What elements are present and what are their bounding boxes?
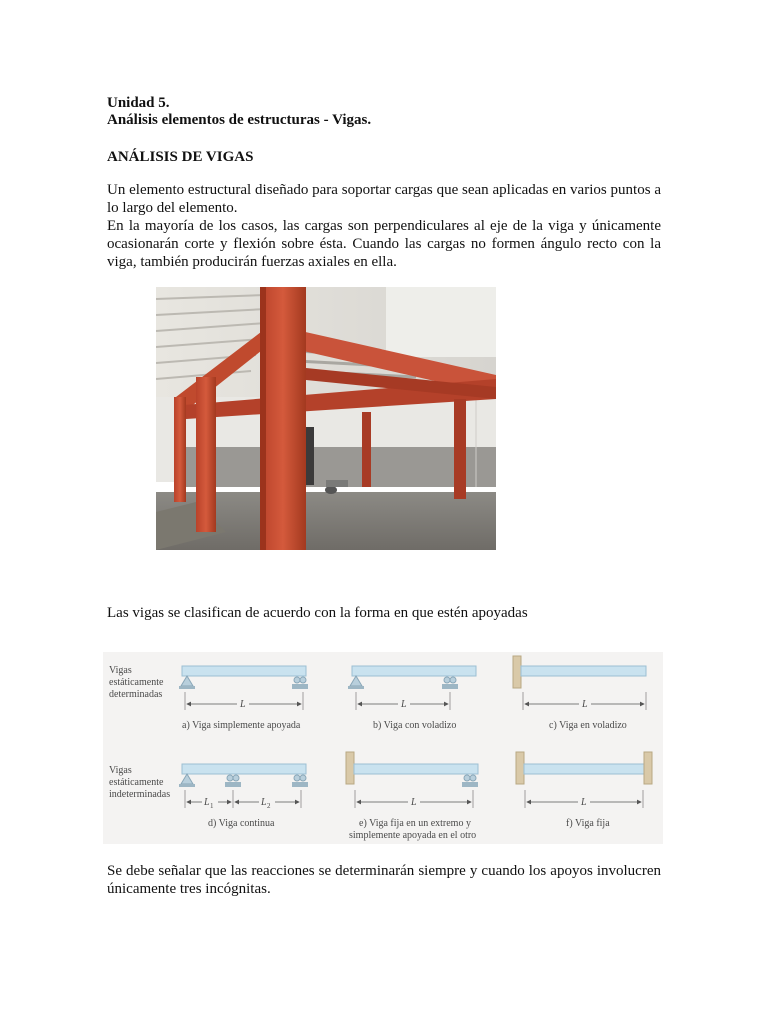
group-label-determinate-1: Vigas (109, 665, 132, 676)
caption-a: a) Viga simplemente apoyada (182, 720, 301, 731)
beam-types-diagram (103, 652, 663, 844)
paragraph-loads: En la mayoría de los casos, las cargas son perpendiculares al eje de la viga y únicamente ocasionarán corte y flexión sobre ésta. Cuando las cargas no formen ángulo recto con la viga, también producirán fuerzas axiales en ella. (107, 218, 661, 270)
group-label-determinate-3: determinadas (109, 689, 163, 700)
span-label-l2-sub: 2 (267, 802, 271, 810)
caption-b: b) Viga con voladizo (373, 720, 457, 731)
span-label-l1: L (204, 797, 210, 808)
caption-e-line1: e) Viga fija en un extremo y (359, 818, 471, 829)
caption-f: f) Viga fija (566, 818, 610, 829)
caption-e-line2: simplemente apoyada en el otro (349, 830, 477, 841)
span-label-c: L (582, 699, 588, 710)
steel-beam-structure-photo (156, 287, 496, 550)
caption-d: d) Viga continua (208, 818, 275, 829)
group-label-determinate-2: estáticamente (109, 677, 164, 688)
span-label-b: L (401, 699, 407, 710)
paragraph-definition: Un elemento estructural diseñado para soportar cargas que sean aplicadas en varios puntos a lo largo del elemento. (107, 182, 661, 216)
group-label-indeterminate-3: indeterminadas (109, 789, 171, 800)
span-label-a: L (240, 699, 246, 710)
span-label-l1-sub: 1 (210, 802, 214, 810)
group-label-indeterminate-2: estáticamente (109, 777, 164, 788)
span-label-l2: L (261, 797, 267, 808)
caption-c: c) Viga en voladizo (549, 720, 627, 731)
section-heading: ANÁLISIS DE VIGAS (107, 149, 254, 165)
paragraph-reactions: Se debe señalar que las reacciones se determinarán siempre y cuando los apoyos involucren únicamente tres incógnitas. (107, 863, 661, 897)
group-label-indeterminate-1: Vigas (109, 765, 132, 776)
span-label-e: L (411, 797, 417, 808)
unit-title: Unidad 5. (107, 95, 170, 111)
paragraph-classification: Las vigas se clasifican de acuerdo con la forma en que estén apoyadas (107, 605, 528, 621)
span-label-f: L (581, 797, 587, 808)
unit-subtitle: Análisis elementos de estructuras - Vigas. (107, 112, 372, 128)
